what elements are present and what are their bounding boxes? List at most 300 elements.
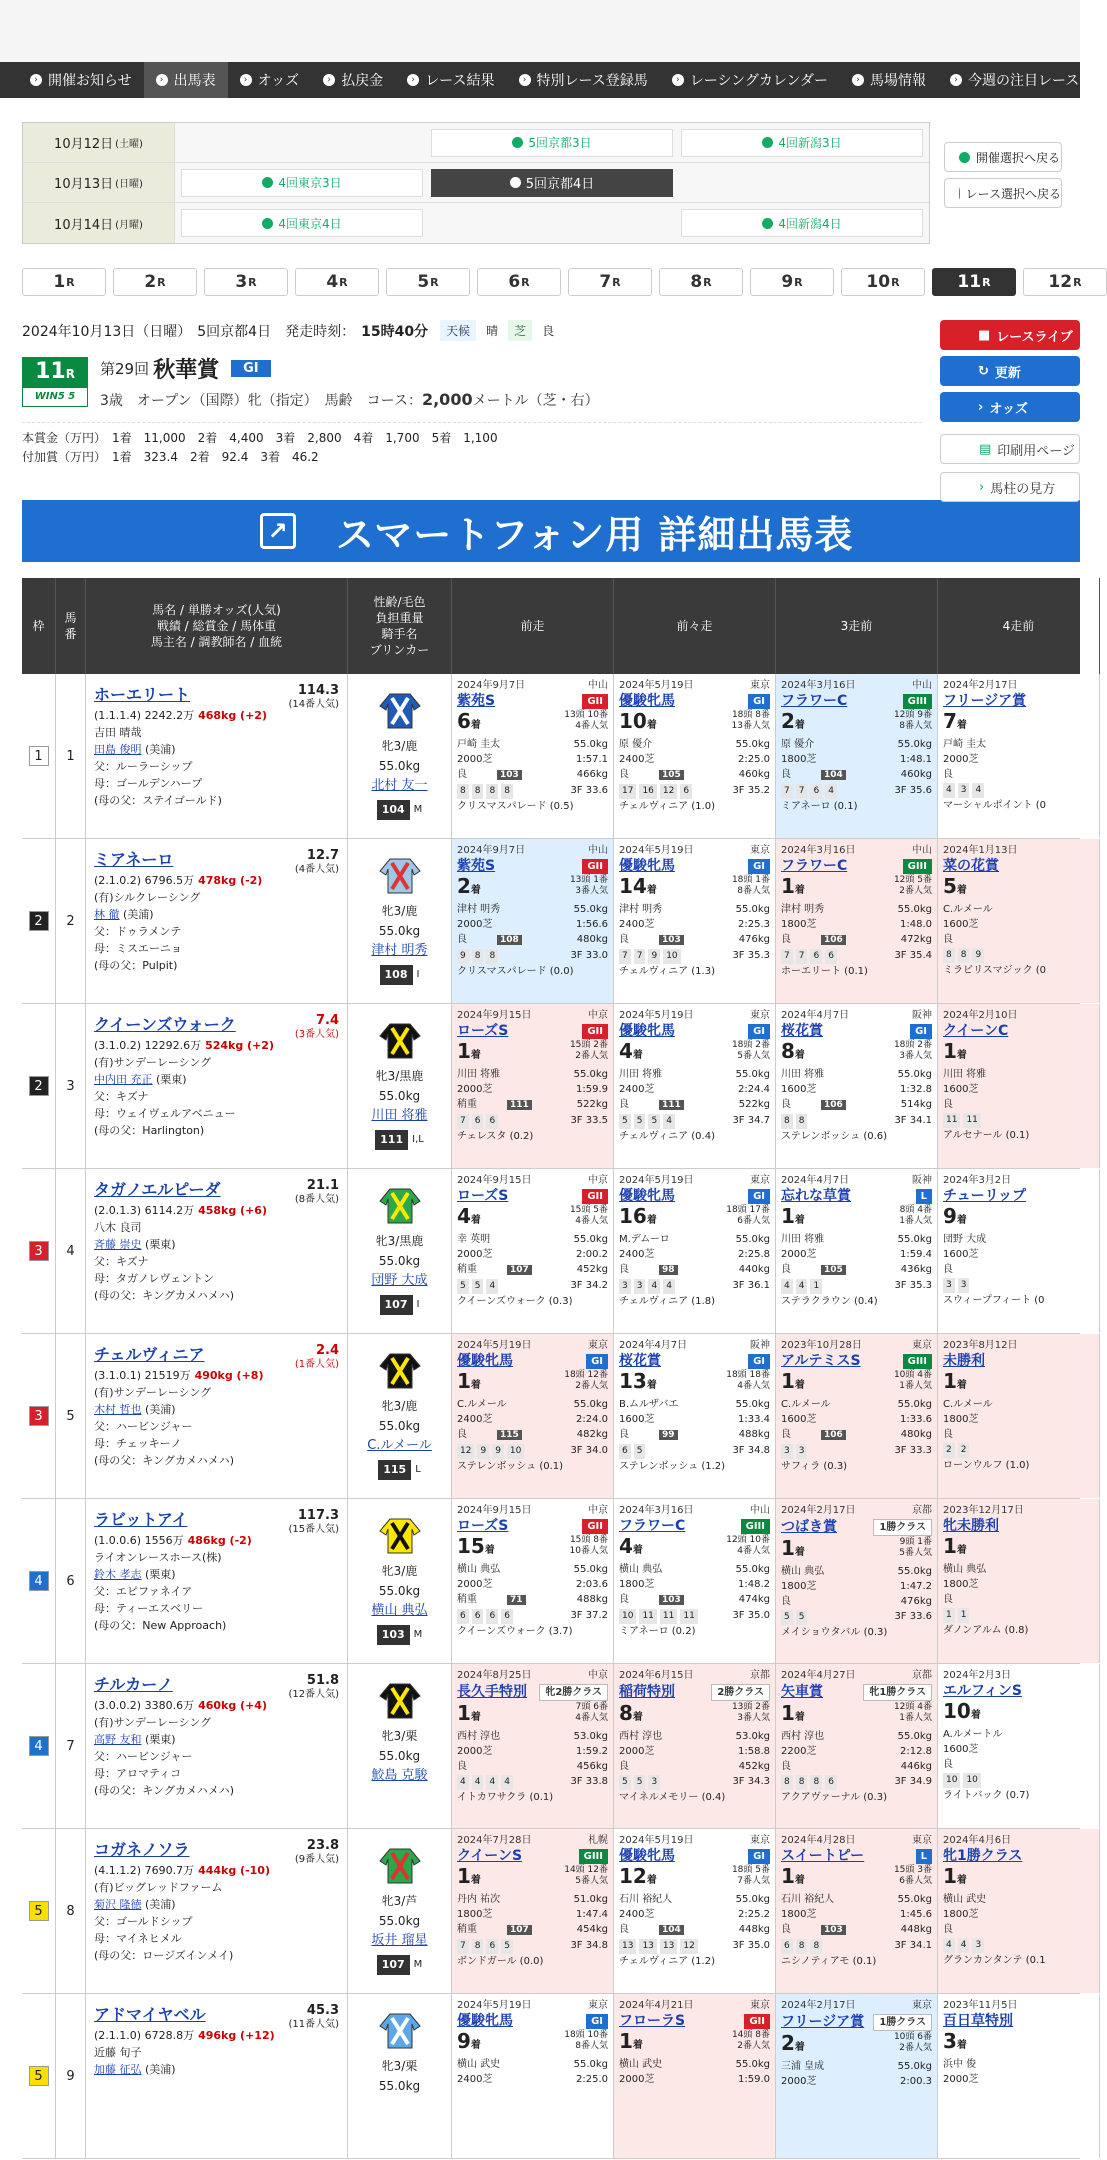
past-track-condition: 良 (943, 1429, 953, 1440)
horse-name-link[interactable]: アドマイヤベル (94, 2005, 206, 2024)
dam: 母：ゴールデンハープ (94, 777, 203, 790)
past-popularity: 5番人気 (575, 1876, 608, 1886)
finish-suffix: 着 (470, 2040, 481, 2051)
rating-line (380, 965, 420, 985)
past-race-link[interactable]: 百日草特別 (943, 2013, 1013, 2029)
print-button[interactable]: ▤ 印刷用ページ (940, 434, 1080, 464)
past-race-link[interactable]: 紫苑S (457, 858, 496, 874)
broodmare-sire: (母の父：ロージズインメイ) (94, 1949, 234, 1962)
race-tab-suffix: R (248, 275, 257, 289)
past-race-cell (614, 1994, 776, 2158)
jockey-weight-line (619, 737, 770, 752)
field-size-gate: 18頭 5番 (731, 1865, 770, 1875)
trainer-link[interactable]: 鈴木 孝志 (94, 1568, 142, 1581)
back-to-meeting-button[interactable]: 開催選択へ戻る (944, 142, 1062, 172)
field-info (570, 1535, 608, 1562)
past-race-link[interactable]: フラワーC (619, 1518, 686, 1534)
corner-position: 6 (825, 949, 837, 964)
past-time: 1:57.1 (576, 754, 608, 765)
odds-value: 23.8 (306, 1838, 339, 1853)
past-race-date-line (943, 1998, 1094, 2013)
main-prize: 本賞金（万円） 1着 11,000 2着 4,400 3着 2,800 4着 1,700 5着 1,100 (22, 431, 498, 445)
corner-position: 8 (486, 949, 498, 964)
horse-name-link[interactable]: チェルヴィニア (94, 1345, 205, 1364)
nav-item[interactable] (395, 62, 506, 98)
corner-position: 6 (619, 1444, 631, 1459)
race-tab-5[interactable] (386, 268, 470, 296)
past-race-name-line (619, 2014, 770, 2029)
condition-line (457, 1592, 608, 1608)
past-distance: 1600芝 (619, 1414, 655, 1425)
owner-name: (有)サンデーレーシング (94, 1056, 212, 1069)
past-race-link[interactable]: 優駿牝馬 (619, 1188, 675, 1204)
jockey-link[interactable]: 北村 友一 (371, 778, 428, 793)
past-race-placing-line (619, 1370, 770, 1397)
finish-position (943, 875, 967, 902)
finish-position (457, 875, 481, 902)
distance-time-line (943, 917, 1094, 932)
past-race-date: 2024年4月7日 (619, 1340, 688, 1351)
sex-age-color: 牝3/栗 (381, 2059, 418, 2073)
past-race-course: 中山 (588, 680, 608, 691)
trainer-link[interactable]: 中内田 充正 (94, 1073, 153, 1086)
corner-line (943, 782, 1094, 798)
past-time: 1:33.6 (900, 1414, 932, 1425)
corner-positions (619, 1114, 675, 1129)
past-jockey: C.ルメール (943, 904, 993, 915)
horse-name-link[interactable]: チルカーノ (94, 1675, 173, 1694)
weight-carried: 55.0kg (378, 1584, 421, 1598)
finish-suffix: 着 (794, 1712, 805, 1723)
corner-position: 1 (943, 1608, 955, 1623)
nav-item[interactable] (507, 62, 660, 98)
past-jockey: 三浦 皇成 (781, 2061, 825, 2072)
jockey-link[interactable]: 川田 将雅 (371, 1108, 428, 1123)
odds-button[interactable]: › オッズ (940, 392, 1080, 422)
corner-line (781, 948, 932, 964)
track-condition-group (457, 1262, 532, 1278)
start-time: 15時40分 (361, 323, 429, 340)
sex-age-color: 牝3/鹿 (381, 1564, 418, 1578)
field-size-gate: 13頭 1番 (569, 875, 608, 885)
corner-position: 5 (634, 1114, 646, 1129)
finish-number: 12 (619, 1864, 647, 1888)
past-race-link[interactable]: 牝1勝クラス (943, 1848, 1023, 1864)
date-table (22, 122, 930, 244)
chevron-right-icon: › (156, 74, 168, 86)
last-3f: 3F 35.0 (732, 1940, 770, 1951)
race-tab-9[interactable] (750, 268, 834, 296)
nav-item-label: 払戻金 (341, 73, 384, 89)
corner-line (457, 1278, 608, 1294)
past-weight: 55.0kg (573, 1069, 608, 1080)
corner-positions (619, 1775, 660, 1790)
finish-suffix: 着 (956, 720, 967, 731)
past-track-condition: 良 (781, 1761, 791, 1772)
past-race-link[interactable]: フラワーC (781, 858, 848, 874)
trainer-link[interactable]: 高野 友和 (94, 1733, 142, 1746)
past-race-date: 2024年5月19日 (457, 2000, 532, 2011)
past-race-name-line (943, 1849, 1094, 1864)
last-3f: 3F 34.7 (732, 1115, 770, 1126)
race-tab-suffix: R (891, 275, 900, 289)
race-tab-4[interactable] (295, 268, 379, 296)
past-race-link[interactable]: クイーンS (457, 1848, 523, 1864)
field-size-gate: 10頭 4番 (893, 1370, 932, 1380)
condition-line (619, 1262, 770, 1278)
field-info (564, 1865, 608, 1892)
race-tab-number: 4 (326, 272, 339, 292)
jockey-link[interactable]: 横山 典弘 (371, 1603, 428, 1618)
finish-number: 15 (457, 1534, 485, 1558)
finish-suffix: 着 (470, 1380, 481, 1391)
past-race-link[interactable]: フリージア賞 (781, 2014, 865, 2030)
venue-button[interactable] (181, 169, 423, 197)
past-distance: 2000芝 (457, 1579, 493, 1590)
past-track-condition: 良 (619, 1099, 629, 1110)
past-race-link[interactable]: ローズS (457, 1023, 509, 1039)
past-popularity: 2番人気 (737, 2041, 770, 2051)
horse-name-link[interactable]: クイーンズウォーク (94, 1015, 236, 1034)
past-race-date: 2024年2月10日 (943, 1010, 1018, 1021)
race-tab-10[interactable] (841, 268, 925, 296)
past-race-name-line (457, 1684, 608, 1701)
horse-name-link[interactable]: ミアネーロ (94, 850, 174, 869)
past-distance: 1800芝 (781, 919, 817, 930)
past-weight: 55.0kg (897, 1399, 932, 1410)
past-rating: 105 (821, 1265, 846, 1275)
past-race-link[interactable]: 優駿牝馬 (619, 693, 675, 709)
corner-line (619, 1774, 770, 1790)
win-odds (295, 1012, 339, 1040)
trainer-link[interactable]: 斉藤 崇史 (94, 1238, 142, 1251)
past-race-date: 2024年9月15日 (457, 1505, 532, 1516)
rating-badge: 115 (378, 1460, 411, 1480)
trainer-link[interactable]: 田島 俊明 (94, 743, 142, 756)
last-3f: 3F 36.1 (732, 1280, 770, 1291)
past-race-date-line (619, 1998, 770, 2013)
waku-cell (22, 1499, 56, 1663)
past-race-name-line (619, 1024, 770, 1039)
venue-button[interactable] (181, 209, 423, 237)
past-race-link[interactable]: フラワーC (781, 693, 848, 709)
rating-line (377, 1955, 423, 1975)
past-race-link[interactable]: 優駿牝馬 (457, 2013, 513, 2029)
past-race-link[interactable]: チューリップ (943, 1188, 1027, 1204)
nav-item[interactable] (144, 62, 228, 98)
finish-position (943, 1535, 967, 1562)
nav-item[interactable] (228, 62, 312, 98)
past-weight: 55.0kg (573, 739, 608, 750)
past-race-placing-line (457, 1040, 608, 1067)
past-race-link[interactable]: ローズS (457, 1518, 509, 1534)
race-tab-3[interactable] (204, 268, 288, 296)
finish-position (457, 2030, 481, 2057)
last-3f: 3F 34.9 (894, 1776, 932, 1787)
past-weight: 55.0kg (573, 2059, 608, 2070)
horse-record: (2.0.1.3) (94, 1204, 142, 1217)
past-body-weight: 476kg (738, 934, 770, 945)
past-jockey: C.ルメール (781, 1399, 831, 1410)
trainer-link[interactable]: 加藤 征弘 (94, 2063, 142, 2076)
past-race-placing-line (781, 710, 932, 737)
horse-name-link[interactable]: ホーエリート (94, 685, 191, 704)
corner-position: 8 (457, 784, 469, 799)
field-info (894, 875, 932, 902)
past-race-placing-line (943, 1370, 1094, 1397)
race-live-button[interactable]: ■ レースライブ (940, 320, 1080, 350)
field-size-gate: 8頭 4番 (899, 1205, 932, 1215)
past-popularity: 8番人気 (737, 886, 770, 896)
trainer-line (94, 906, 339, 923)
past-race-placing-line (457, 1370, 608, 1397)
trainer-location: (栗東) (145, 1733, 176, 1746)
past-time: 2:25.0 (738, 754, 770, 765)
field-info (894, 1040, 932, 1067)
past-race-placing-line (943, 1535, 1094, 1562)
corner-position: 2 (958, 1443, 970, 1458)
condition-line (619, 1592, 770, 1608)
corner-line (943, 1937, 1094, 1953)
race-tab-12[interactable] (1023, 268, 1107, 296)
past-race-link[interactable]: スイートピー (781, 1848, 865, 1864)
distance-time-line (943, 752, 1094, 767)
track-condition-group (781, 767, 846, 783)
finish-suffix: 着 (794, 720, 805, 731)
sex-age-color: 牝3/芦 (381, 1894, 418, 1908)
past-race-link[interactable]: エルフィンS (943, 1683, 1022, 1699)
past-distance: 1800芝 (781, 1581, 817, 1592)
race-tab-2[interactable] (113, 268, 197, 296)
smartphone-detail-banner[interactable]: ↗ スマートフォン用 詳細出馬表 (22, 500, 1080, 562)
past-race-link[interactable]: 優駿牝馬 (457, 1353, 513, 1369)
past-popularity: 4番人気 (575, 721, 608, 731)
finish-suffix: 着 (470, 720, 481, 731)
finish-suffix: 着 (484, 1545, 495, 1556)
past-race-link[interactable]: 優駿牝馬 (619, 858, 675, 874)
jockey-link[interactable]: C.ルメール (367, 1438, 432, 1453)
venue-button[interactable] (681, 209, 923, 237)
jockey-weight-line (781, 1067, 932, 1082)
corner-positions (457, 1114, 498, 1129)
jockey-link[interactable]: 団野 大成 (371, 1273, 428, 1288)
jockey-weight-line (943, 737, 1094, 752)
past-race-course: 東京 (750, 1175, 770, 1186)
past-time: 2:00.3 (900, 2076, 932, 2087)
finish-number: 9 (457, 2029, 471, 2053)
back-to-race-button[interactable]: レース選択へ戻る (944, 178, 1062, 208)
jockey-weight-line (943, 1727, 1094, 1742)
past-race-date: 2024年5月19日 (457, 1340, 532, 1351)
finish-position (457, 1702, 481, 1729)
past-race-link[interactable]: 優駿牝馬 (619, 1848, 675, 1864)
corner-positions (619, 1939, 698, 1954)
past-race-date: 2024年9月15日 (457, 1175, 532, 1186)
past-time: 2:00.2 (576, 1249, 608, 1260)
field-info (899, 1537, 932, 1564)
past-race-date: 2024年5月19日 (619, 1835, 694, 1846)
nav-item[interactable] (840, 62, 938, 98)
race-tab-6[interactable] (477, 268, 561, 296)
corner-line (457, 2087, 608, 2088)
jockey-link[interactable]: 坂井 瑠星 (371, 1933, 428, 1948)
past-race-link[interactable]: つばき賞 (781, 1519, 837, 1535)
condition-line (781, 1427, 932, 1443)
corner-position: 6 (486, 1939, 498, 1954)
winner-name: チェルヴィニア (1.3) (619, 966, 715, 977)
sex-age-color: 牝3/鹿 (381, 1399, 418, 1413)
past-race-date-line (943, 1008, 1094, 1023)
horse-name-link[interactable]: コガネノソラ (94, 1840, 190, 1859)
jockey-link[interactable]: 鮫島 克駿 (371, 1768, 428, 1783)
corner-position: 11 (680, 1609, 697, 1624)
past-race-course: 京都 (912, 1505, 932, 1516)
race-name: 秋華賞 (153, 358, 220, 383)
jockey-weight-line (619, 1729, 770, 1744)
nav-item[interactable] (311, 62, 395, 98)
past-race-course: 阪神 (912, 1010, 932, 1021)
field-size-gate: 18頭 2番 (893, 1040, 932, 1050)
horse-name-link[interactable]: ラビットアイ (94, 1510, 188, 1529)
corner-position: 4 (796, 1279, 808, 1294)
past-weight: 55.0kg (573, 1399, 608, 1410)
past-jockey: 横山 典弘 (781, 1566, 825, 1577)
finish-position (457, 1205, 481, 1232)
past-jockey: 川田 将雅 (943, 1069, 987, 1080)
past-race-link[interactable]: 桜花賞 (781, 1023, 823, 1039)
venue-button (181, 129, 423, 157)
distance-time-line (619, 1412, 770, 1427)
jockey-cell (348, 1829, 452, 1993)
trainer-link[interactable]: 木村 哲也 (94, 1403, 142, 1416)
past-track-condition: 良 (619, 1924, 629, 1935)
past-race-link[interactable]: 未勝利 (943, 1353, 985, 1369)
race-tab-8[interactable] (659, 268, 743, 296)
sire: 父：ドゥラメンテ (94, 925, 182, 938)
total-prize: 21519万 (144, 1369, 191, 1382)
past-race-link[interactable]: 桜花賞 (619, 1353, 661, 1369)
past-time: 1:47.4 (576, 1909, 608, 1920)
header-waku: 枠 (22, 578, 56, 674)
jockey-link[interactable]: 津村 明秀 (371, 943, 428, 958)
past-race-cell (938, 1664, 1100, 1828)
update-button[interactable]: ↻ 更新 (940, 356, 1080, 386)
track-condition-group (457, 767, 522, 783)
distance-time-line (943, 1082, 1094, 1097)
past-race-link[interactable]: 紫苑S (457, 693, 496, 709)
past-race-link[interactable]: 優駿牝馬 (619, 1023, 675, 1039)
distance-time-line (781, 2074, 932, 2089)
past-race-link[interactable]: フローラS (619, 2013, 686, 2029)
past-race-name-line (457, 2014, 608, 2029)
corner-position: 3 (943, 1278, 955, 1293)
venue-button[interactable] (431, 169, 673, 197)
past-distance: 1800芝 (781, 754, 817, 765)
race-tab-11[interactable] (932, 268, 1016, 296)
past-race-name-line (457, 859, 608, 874)
past-rating: 115 (497, 1430, 522, 1440)
total-prize: 1556万 (144, 1534, 184, 1547)
past-race-cell (938, 1169, 1100, 1333)
venue-button (431, 209, 673, 237)
past-race-course: 中山 (912, 680, 932, 691)
venue-button[interactable] (681, 129, 923, 157)
past-race-link[interactable]: 稲荷特別 (619, 1684, 675, 1700)
condition-line (619, 1097, 770, 1113)
past-race-date-line (943, 1338, 1094, 1353)
finish-position (781, 710, 805, 737)
corner-position: 5 (501, 1939, 513, 1954)
win-odds (288, 2002, 339, 2030)
trainer-link[interactable]: 林 徹 (94, 908, 120, 921)
past-race-link[interactable]: フリージア賞 (943, 693, 1027, 709)
past-weight: 55.0kg (735, 2059, 770, 2070)
jockey-silk-icon (378, 1513, 422, 1557)
last-3f: 3F 35.6 (894, 785, 932, 796)
winner-name: チェルヴィニア (1.2) (619, 1956, 715, 1967)
past-race-link[interactable]: ローズS (457, 1188, 509, 1204)
corner-positions (457, 1939, 513, 1954)
nav-item[interactable] (660, 62, 840, 98)
grade-badge: GI (748, 1189, 770, 1204)
past-race-name-line (781, 1849, 932, 1864)
past-race-course: 東京 (750, 1835, 770, 1846)
past-race-course: 札幌 (588, 1835, 608, 1846)
past-race-course: 東京 (750, 680, 770, 691)
corner-line (943, 1442, 1094, 1458)
field-size-gate: 13頭 10番 (564, 710, 608, 720)
trainer-link[interactable]: 菊沢 隆徳 (94, 1898, 142, 1911)
odds-value: 114.3 (297, 683, 339, 698)
grade-badge: 牝2勝クラス (539, 1684, 608, 1701)
trainer-location: (栗東) (156, 1073, 187, 1086)
horse-name-link[interactable]: タガノエルピーダ (94, 1180, 221, 1199)
jockey-silk-icon (378, 1348, 422, 1392)
past-distance: 1800芝 (457, 1909, 493, 1920)
past-race-link[interactable]: アルテミスS (781, 1353, 861, 1369)
past-race-course: 東京 (750, 1010, 770, 1021)
past-race-cell (614, 1004, 776, 1168)
past-weight: 55.0kg (897, 2061, 932, 2072)
guide-button[interactable]: › 馬柱の見方 (940, 472, 1080, 502)
grade-badge: GIII (741, 1519, 770, 1534)
venue-button[interactable] (431, 129, 673, 157)
nav-item[interactable] (938, 62, 1091, 98)
past-race-link[interactable]: 長久手特別 (457, 1684, 527, 1700)
finish-position (619, 1865, 657, 1892)
past-race-course: 阪神 (912, 1175, 932, 1186)
body-weight: 458kg (+6) (198, 1204, 267, 1217)
race-tab-1[interactable] (22, 268, 106, 296)
track-condition-group (943, 932, 953, 947)
corner-position: 12 (457, 1444, 474, 1459)
odds-value: 51.8 (306, 1673, 339, 1688)
past-race-placing-line (943, 710, 1094, 737)
race-tab-7[interactable] (568, 268, 652, 296)
past-race-link[interactable]: 菜の花賞 (943, 858, 999, 874)
past-race-link[interactable]: クイーンC (943, 1023, 1009, 1039)
past-race-link[interactable]: 牝未勝利 (943, 1518, 999, 1534)
finish-position (619, 710, 657, 737)
past-race-date-line (619, 1503, 770, 1518)
past-race-date-line (781, 678, 932, 693)
nav-item[interactable] (18, 62, 144, 98)
past-race-link[interactable]: 忘れな草賞 (781, 1188, 851, 1204)
waku-badge: 2 (29, 911, 49, 931)
track-condition-group (619, 1759, 629, 1774)
past-race-link[interactable]: 矢車賞 (781, 1684, 823, 1700)
chevron-down-icon (510, 177, 521, 188)
